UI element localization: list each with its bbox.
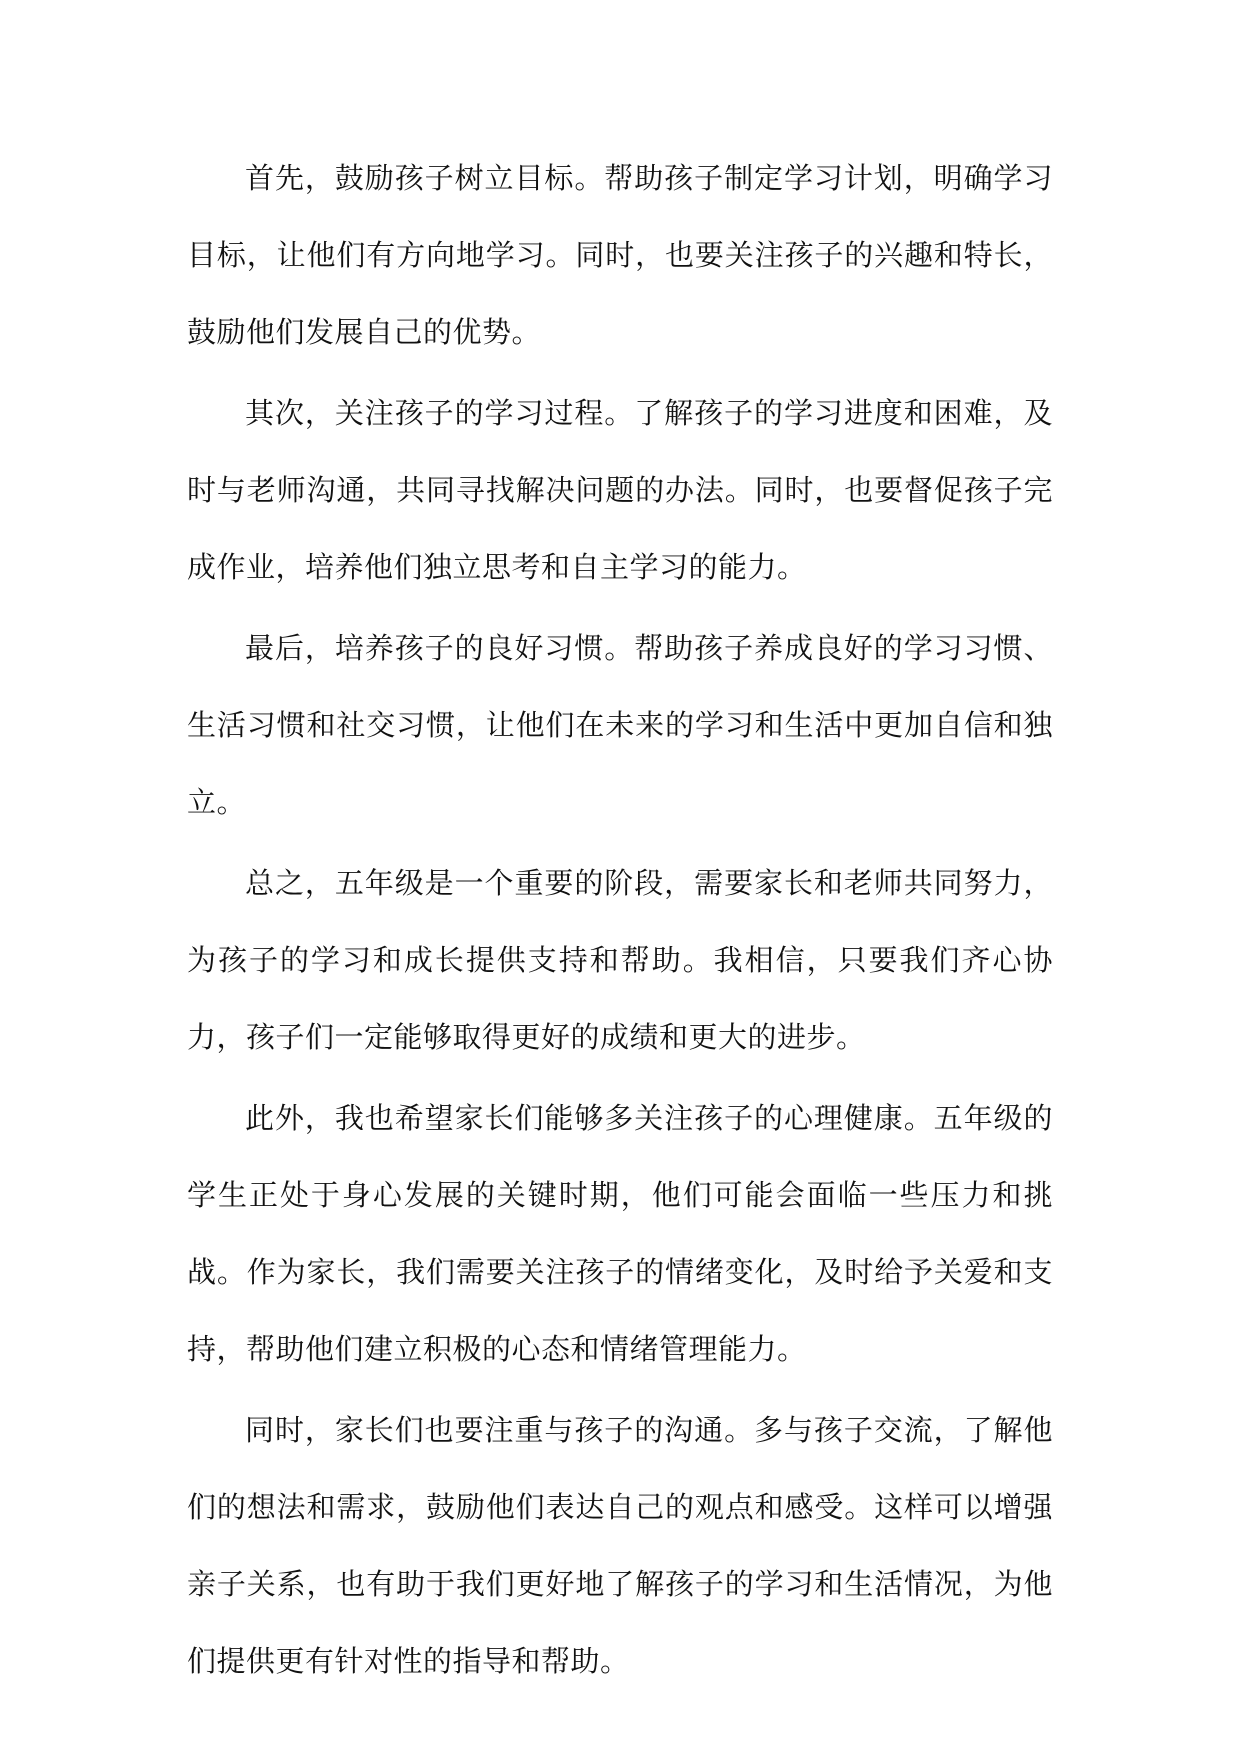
paragraph-good-habits: 最后，培养孩子的良好习惯。帮助孩子养成良好的学习习惯、生活习惯和社交习惯，让他们在未来的学习和生活中更加自信和独立。 — [187, 631, 1053, 819]
paragraph-communication: 同时，家长们也要注重与孩子的沟通。多与孩子交流，了解他们的想法和需求，鼓励他们表达自己的观点和感受。这样可以增强亲子关系，也有助于我们更好地了解孩子的学习和生活情况，为他们提供更有针对性的指导和帮助。 — [187, 1413, 1053, 1678]
paragraph-summary: 总之，五年级是一个重要的阶段，需要家长和老师共同努力，为孩子的学习和成长提供支持和帮助。我相信，只要我们齐心协力，孩子们一定能够取得更好的成绩和更大的进步。 — [187, 866, 1053, 1054]
paragraph-goals: 首先，鼓励孩子树立目标。帮助孩子制定学习计划，明确学习目标，让他们有方向地学习。同时，也要关注孩子的兴趣和特长，鼓励他们发展自己的优势。 — [187, 161, 1053, 349]
paragraph-mental-health: 此外，我也希望家长们能够多关注孩子的心理健康。五年级的学生正处于身心发展的关键时期，他们可能会面临一些压力和挑战。作为家长，我们需要关注孩子的情绪变化，及时给予关爱和支持，帮助他们建立积极的心态和情绪管理能力。 — [187, 1101, 1053, 1366]
document-body — [187, 140, 1053, 1704]
paragraph-learning-process: 其次，关注孩子的学习过程。了解孩子的学习进度和困难，及时与老师沟通，共同寻找解决问题的办法。同时，也要督促孩子完成作业，培养他们独立思考和自主学习的能力。 — [187, 396, 1053, 584]
